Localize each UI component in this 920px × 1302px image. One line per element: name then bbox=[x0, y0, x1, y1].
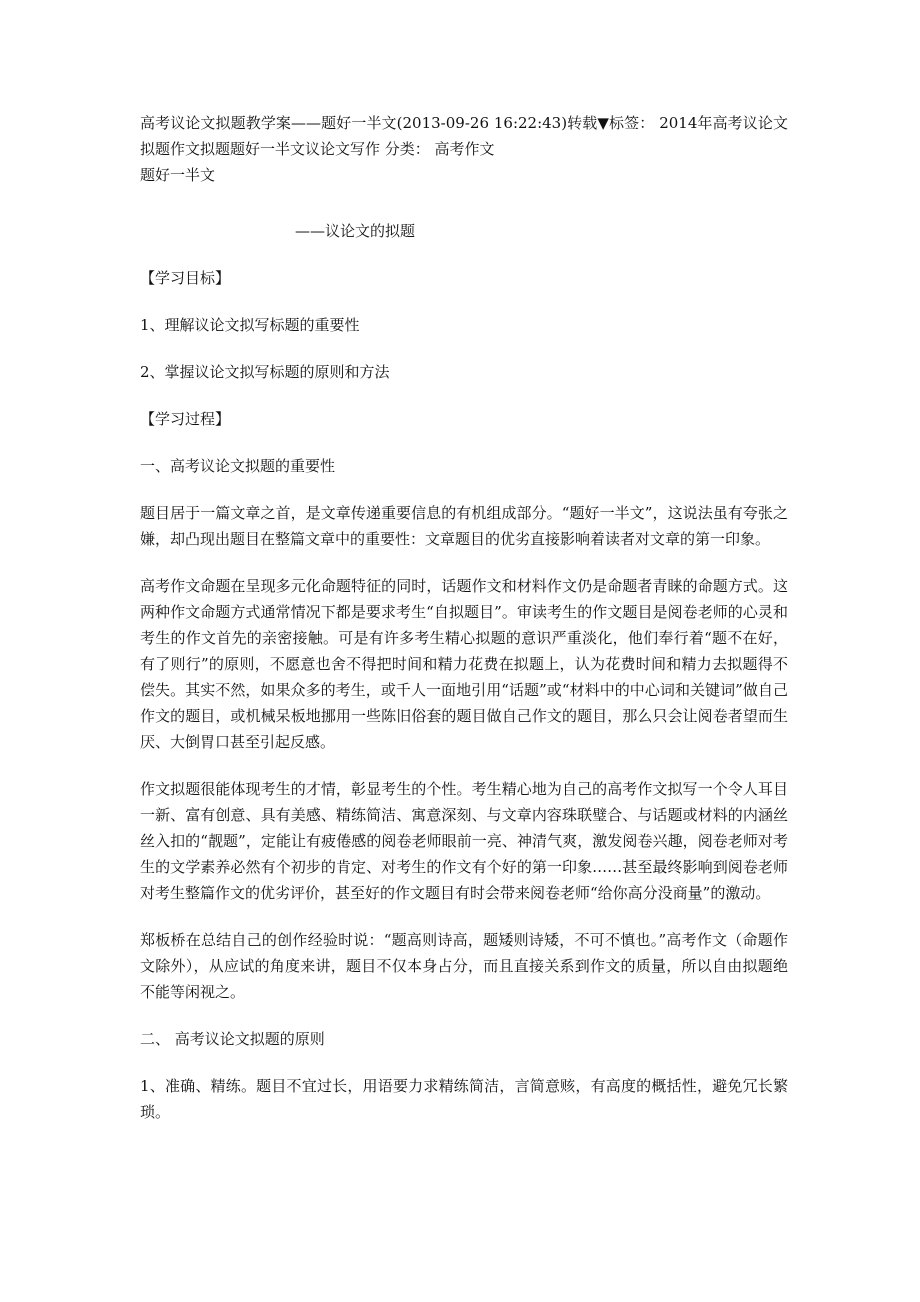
document-subtitle: ——议论文的拟题 bbox=[295, 222, 416, 240]
rule-item-1: 1、准确、精练。题目不宜过长，用语要力求精练简洁，言简意赅，有高度的概括性，避免冗长繁琐。 bbox=[140, 1077, 788, 1121]
document-title: 题好一半文 bbox=[140, 166, 216, 184]
document-header-line: 高考议论文拟题教学案——题好一半文(2013-09-26 16:22:43)转载▼标签： 2014年高考议论文拟题作文拟题题好一半文议论文写作 分类： 高考作文 bbox=[140, 114, 788, 158]
process-heading: 【学习过程】 bbox=[140, 410, 231, 428]
paragraph-3: 作文拟题很能体现考生的才情，彰显考生的个性。考生精心地为自己的高考作文拟写一个令人耳目一新、富有创意、具有美感、精练简洁、寓意深刻、与文章内容珠联璧合、与话题或材料的内涵丝丝入扣的“靓题”，定能让有疲倦感的阅卷老师眼前一亮、神清气爽，激发阅卷兴趣，阅卷老师对考生的文学素养必然有个初步的肯定、对考生的作文有个好的第一印象……甚至最终影响到阅卷老师对考生整篇作文的优劣评价，甚至好的作文题目有时会带来阅卷老师“给你高分没商量”的激动。 bbox=[140, 780, 788, 902]
goals-heading: 【学习目标】 bbox=[140, 269, 231, 287]
paragraph-1: 题目居于一篇文章之首，是文章传递重要信息的有机组成部分。“题好一半文”，这说法虽有夸张之嫌，却凸现出题目在整篇文章中的重要性：文章题目的优劣直接影响着读者对文章的第一印象。 bbox=[140, 504, 788, 548]
paragraph-2: 高考作文命题在呈现多元化命题特征的同时，话题作文和材料作文仍是命题者青睐的命题方式。这两种作文命题方式通常情况下都是要求考生“自拟题目”。审读考生的作文题目是阅卷老师的心灵和考生的作文首先的亲密接触。可是有许多考生精心拟题的意识严重淡化，他们奉行着“题不在好，有了则行”的原则，不愿意也舍不得把时间和精力花费在拟题上，认为花费时间和精力去拟题得不偿失。其实不然，如果众多的考生，或千人一面地引用“话题”或“材料中的中心词和关键词”做自己作文的题目，或机械呆板地挪用一些陈旧俗套的题目做自己作文的题目，那么只会让阅卷者望而生厌、大倒胃口甚至引起反感。 bbox=[140, 577, 788, 751]
paragraph-4: 郑板桥在总结自己的创作经验时说：“题高则诗高，题矮则诗矮，不可不慎也。”高考作文（命题作文除外），从应试的角度来讲，题目不仅本身占分，而且直接关系到作文的质量，所以自由拟题绝不能等闲视之。 bbox=[140, 931, 788, 1001]
goal-item-1: 1、理解议论文拟写标题的重要性 bbox=[140, 316, 360, 334]
part1-heading: 一、高考议论文拟题的重要性 bbox=[140, 457, 336, 475]
document-page bbox=[140, 110, 788, 1125]
part2-heading: 二、 高考议论文拟题的原则 bbox=[140, 1030, 325, 1048]
goal-item-2: 2、掌握议论文拟写标题的原则和方法 bbox=[140, 363, 390, 381]
